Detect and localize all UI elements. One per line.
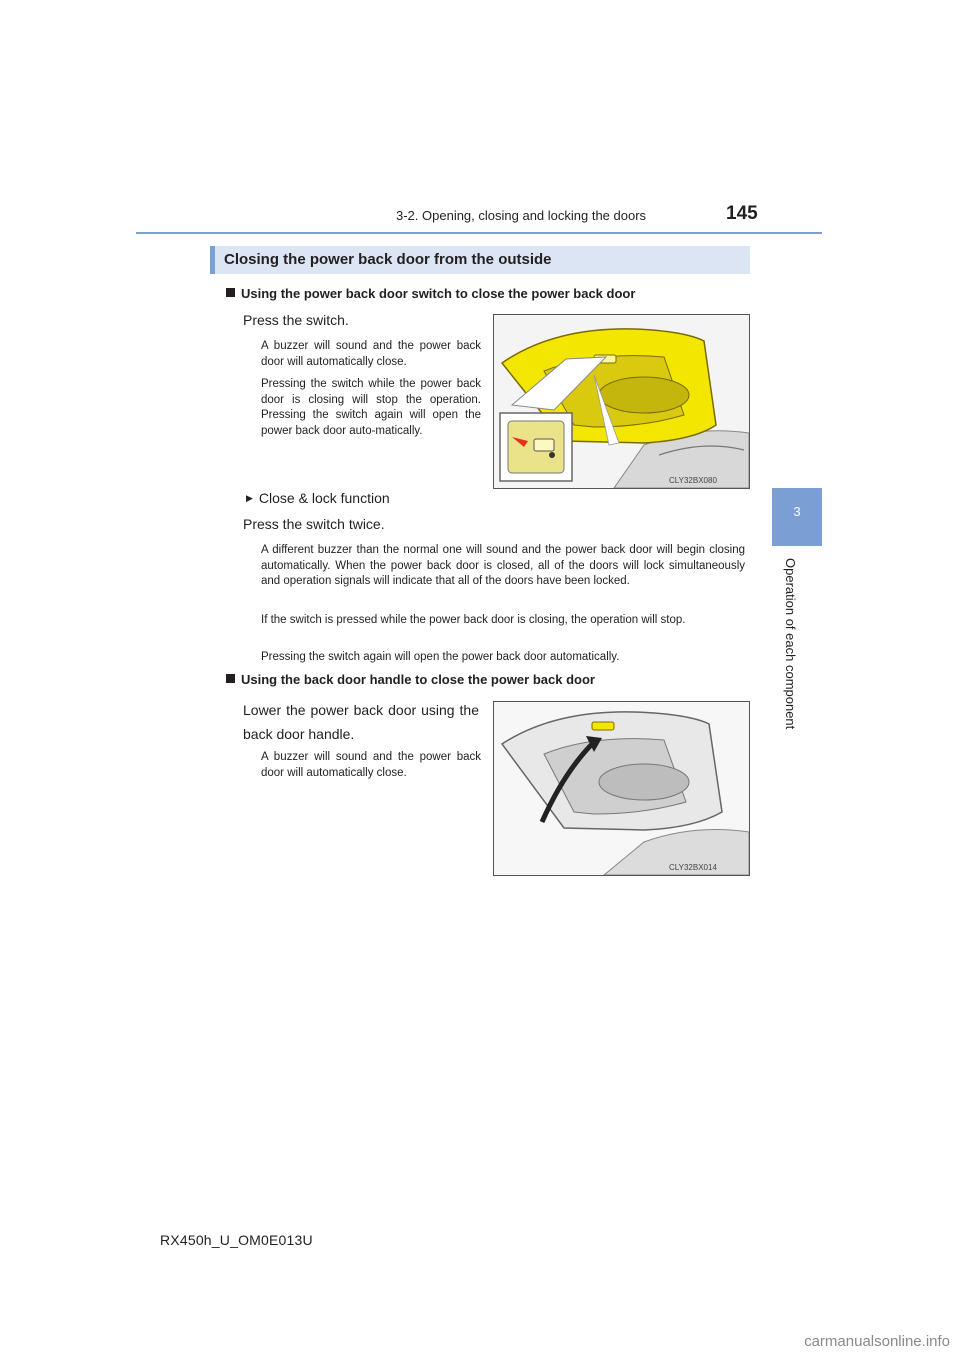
note-close-lock-reopen: Pressing the switch again will open the power back door automatically.: [261, 651, 620, 663]
bullet-close-lock: [246, 490, 390, 506]
subheading-switch: [226, 286, 635, 301]
figure-back-door-handle: [493, 701, 750, 876]
figure-back-door-switch: [493, 314, 750, 489]
instruction-press-switch: Press the switch.: [243, 312, 349, 328]
figure-code-1: CLY32BX080: [669, 476, 717, 485]
note-stop-operation: Pressing the switch while the power back door is closing will stop the operation. Pressing the switch again will open the power back door auto-matically.: [261, 378, 481, 437]
instruction-lower-door: Lower the power back door using the back door handle.: [243, 702, 479, 742]
header-section-title: 3-2. Opening, closing and locking the doors: [396, 208, 647, 223]
section-heading: [210, 246, 750, 274]
subheading-switch-text: Using the power back door switch to close the power back door: [241, 286, 636, 301]
section-heading-text: Closing the power back door from the outside: [224, 251, 552, 268]
subheading-handle: [226, 672, 595, 687]
back-door-switch-illustration: [494, 315, 749, 488]
note-handle-buzzer: A buzzer will sound and the power back door will automatically close.: [261, 751, 481, 779]
back-door-handle-illustration: [494, 702, 749, 875]
square-bullet-icon: [226, 674, 235, 683]
chapter-title: Operation of each component: [783, 558, 798, 730]
triangle-bullet-icon: ▶: [246, 493, 253, 503]
subheading-handle-text: Using the back door handle to close the power back door: [241, 672, 595, 687]
instruction-press-twice: Press the switch twice.: [243, 516, 385, 532]
chapter-number: 3: [793, 504, 801, 519]
page-number: 145: [726, 203, 758, 224]
square-bullet-icon: [226, 288, 235, 297]
bullet-close-lock-text: Close & lock function: [258, 490, 390, 506]
manual-code: RX450h_U_OM0E013U: [160, 1232, 313, 1248]
watermark: carmanualsonline.info: [804, 1333, 950, 1350]
note-close-lock-buzzer: A different buzzer than the normal one will sound and the power back door will begin closing automatically. When the power back door is closed, all of the doors will lock simultaneously and operation signals will indicate that all of the doors have been locked.: [261, 544, 745, 587]
note-buzzer: A buzzer will sound and the power back door will automatically close.: [261, 340, 481, 368]
header-rule: [136, 232, 822, 234]
note-close-lock-stop: If the switch is pressed while the power back door is closing, the operation will stop.: [261, 614, 686, 626]
figure-code-2: CLY32BX014: [669, 863, 717, 872]
